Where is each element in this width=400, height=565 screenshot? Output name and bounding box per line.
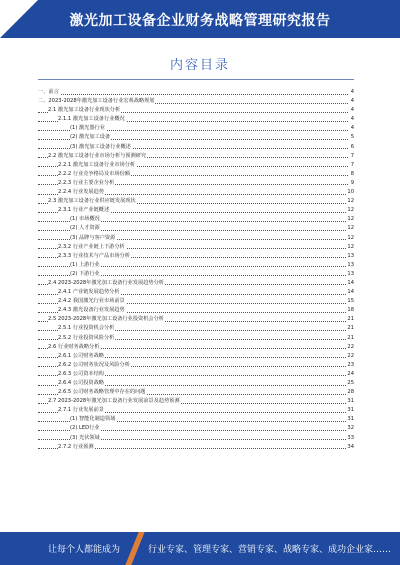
toc-entry-label: (2) 人才资源 [70, 224, 101, 233]
toc-entry[interactable] [38, 106, 354, 115]
toc-entry-label: 2.5.2 行业投资风险分析 [58, 334, 115, 343]
footer-banner [0, 532, 400, 565]
toc-entry[interactable] [38, 261, 354, 270]
toc-entry-page: 28 [346, 388, 354, 397]
toc-entry-label: 2.4.1 产业链发展趋势分析 [58, 288, 121, 297]
toc-entry-page: 32 [346, 424, 354, 433]
toc-entry-label: 2.2.3 行业主要企业分析 [58, 179, 115, 188]
toc-entry-page: 12 [346, 234, 354, 243]
toc-entry[interactable] [38, 279, 354, 288]
toc-entry-page: 10 [346, 188, 354, 197]
toc-entry-page: 9 [350, 179, 354, 188]
toc-entry[interactable] [38, 306, 354, 315]
toc-entry[interactable] [38, 397, 354, 406]
toc-entry-label: 2.7.2 行业预测 [58, 443, 95, 452]
report-title: 激光加工设备企业财务战略管理研究报告 [69, 13, 331, 29]
header-banner [0, 0, 400, 38]
toc-entry-label: 2.6.5 公司财务战略管理中存在的问题 [58, 388, 146, 397]
toc-entry-label: (1) 市场概况 [70, 215, 101, 224]
toc-entry-label: 一、前言 [38, 88, 60, 97]
toc-entry-page: 21 [346, 315, 354, 324]
table-of-contents [38, 88, 354, 452]
toc-entry-page: 5 [350, 133, 354, 142]
toc-entry[interactable] [38, 97, 354, 106]
toc-entry[interactable] [38, 161, 354, 170]
toc-entry[interactable] [38, 115, 354, 124]
toc-entry[interactable] [38, 315, 354, 324]
toc-entry-page: 7 [350, 161, 354, 170]
toc-entry-page: 14 [346, 279, 354, 288]
toc-entry[interactable] [38, 188, 354, 197]
toc-entry-label: 2.2 激光加工设备行业市场分析与预测研究 [48, 152, 147, 161]
toc-entry-page: 7 [350, 152, 354, 161]
toc-entry-label: 2.7 2023-2028年激光加工设备行业发展前景及趋势预测 [48, 397, 181, 406]
toc-entry-label: 2.2.1 激光加工设备行业市场分析 [58, 161, 136, 170]
toc-entry-label: (1) 激光器行业 [70, 124, 106, 133]
toc-entry-label: (2) 下游行业 [70, 270, 101, 279]
toc-entry-label: 2.4.3 激光设备行业发展趋势 [58, 306, 126, 315]
toc-entry-page: 31 [346, 406, 354, 415]
toc-entry-page: 12 [346, 197, 354, 206]
toc-entry-label: (3) 品牌与客户资源 [70, 234, 116, 243]
toc-entry[interactable] [38, 406, 354, 415]
toc-entry-page: 12 [346, 243, 354, 252]
toc-entry-page: 13 [346, 252, 354, 261]
toc-leader-dots [38, 94, 348, 95]
toc-entry-page: 22 [346, 352, 354, 361]
toc-entry-label: 2.3 激光加工设备行业供应链发展现状 [48, 197, 137, 206]
toc-entry-page: 12 [346, 215, 354, 224]
toc-entry-label: 二、2023-2028年激光加工设备行业宏观战略规划 [38, 97, 155, 106]
toc-entry[interactable] [38, 370, 354, 379]
toc-entry-page: 22 [346, 343, 354, 352]
toc-entry[interactable] [38, 343, 354, 352]
toc-entry-label: 2.4 2023-2028年激光加工设备行业发展趋势分析 [48, 279, 165, 288]
toc-entry-label: 2.6.3 公司资本结构 [58, 370, 105, 379]
toc-entry-label: 2.5.1 行业投资机会分析 [58, 324, 115, 333]
toc-entry-page: 21 [346, 324, 354, 333]
toc-entry[interactable] [38, 243, 354, 252]
toc-entry-label: (1) 智能化制造领域 [70, 415, 116, 424]
toc-entry-label: 2.6.1 公司财务战略 [58, 352, 105, 361]
toc-entry-page: 15 [346, 297, 354, 306]
toc-entry[interactable] [38, 215, 354, 224]
toc-entry[interactable] [38, 324, 354, 333]
toc-entry[interactable] [38, 288, 354, 297]
toc-entry[interactable] [38, 124, 354, 133]
toc-entry-page: 4 [350, 97, 354, 106]
toc-entry-page: 25 [346, 379, 354, 388]
toc-entry[interactable] [38, 361, 354, 370]
toc-entry[interactable] [38, 388, 354, 397]
toc-entry-page: 23 [346, 361, 354, 370]
toc-entry-page: 33 [346, 434, 354, 443]
toc-entry[interactable] [38, 352, 354, 361]
toc-entry[interactable] [38, 206, 354, 215]
toc-entry-page: 21 [346, 334, 354, 343]
toc-entry[interactable] [38, 270, 354, 279]
toc-entry[interactable] [38, 179, 354, 188]
toc-entry[interactable] [38, 152, 354, 161]
toc-heading: 内容目录 [169, 58, 230, 73]
toc-entry[interactable] [38, 88, 354, 97]
toc-entry[interactable] [38, 224, 354, 233]
toc-entry-page: 4 [350, 106, 354, 115]
toc-entry-label: 2.1 激光加工设备行业现状分析 [48, 106, 121, 115]
toc-entry-label: 2.3.1 行业产业链概述 [58, 206, 110, 215]
toc-entry-page: 24 [346, 370, 354, 379]
toc-entry-label: 2.6 行业财务战略分析 [48, 343, 100, 352]
toc-entry[interactable] [38, 334, 354, 343]
toc-entry-page: 31 [346, 415, 354, 424]
toc-entry-page: 4 [350, 88, 354, 97]
toc-entry-page: 14 [346, 288, 354, 297]
toc-entry-label: 2.2.4 行业发展趋势 [58, 188, 105, 197]
toc-entry[interactable] [38, 197, 354, 206]
toc-entry-page: 8 [350, 170, 354, 179]
toc-entry-label: 2.3.3 行业技术与产品市场分析 [58, 252, 131, 261]
toc-entry-page: 13 [346, 270, 354, 279]
toc-entry-label: 2.6.2 公司财务状况及风险分析 [58, 361, 131, 370]
toc-entry[interactable] [38, 415, 354, 424]
toc-entry[interactable] [38, 443, 354, 452]
toc-entry-label: 2.4.2 我国激光行业市场前景 [58, 297, 126, 306]
toc-entry[interactable] [38, 133, 354, 142]
toc-entry-page: 18 [346, 306, 354, 315]
footer-slogan-left: 让每个人都能成为 [48, 545, 121, 555]
toc-entry[interactable] [38, 297, 354, 306]
toc-entry-label: 2.2.2 行业竞争格局及市场份额 [58, 170, 131, 179]
toc-entry-label: 2.3.2 行业产业链上下游分析 [58, 243, 126, 252]
toc-entry[interactable] [38, 143, 354, 152]
toc-entry-page: 13 [346, 261, 354, 270]
header-corner-decoration [0, 0, 38, 38]
toc-entry-label: (1) 上游行业 [70, 261, 101, 270]
toc-entry-label: 2.1.1 激光加工设备行业概况 [58, 115, 126, 124]
toc-entry-label: (2) 激光加工设备 [70, 133, 111, 142]
toc-entry-label: (3) 光伏领域 [70, 434, 101, 443]
toc-entry-label: (2) LED行业 [70, 424, 101, 433]
toc-entry-page: 4 [350, 124, 354, 133]
toc-entry-page: 12 [346, 206, 354, 215]
toc-entry[interactable] [38, 424, 354, 433]
toc-entry-label: 2.5 2023-2028年激光加工设备行业投资机会分析 [48, 315, 165, 324]
toc-entry-label: 2.7.1 行业发展前景 [58, 406, 105, 415]
toc-entry-label: (3) 激光加工设备行业概述 [70, 143, 132, 152]
toc-entry-page: 34 [346, 443, 354, 452]
toc-entry-page: 31 [346, 397, 354, 406]
toc-entry[interactable] [38, 170, 354, 179]
toc-entry[interactable] [38, 252, 354, 261]
toc-entry[interactable] [38, 434, 354, 443]
toc-entry[interactable] [38, 379, 354, 388]
footer-accent-stripe [125, 532, 144, 565]
toc-entry[interactable] [38, 234, 354, 243]
toc-divider [38, 79, 354, 80]
toc-entry-page: 6 [350, 143, 354, 152]
footer-slogan-right: 行业专家、管理专家、营销专家、战略专家、成功企业家…… [148, 545, 392, 555]
toc-entry-page: 12 [346, 224, 354, 233]
toc-entry-label: 2.6.4 公司投资战略 [58, 379, 105, 388]
toc-entry-page: 4 [350, 115, 354, 124]
